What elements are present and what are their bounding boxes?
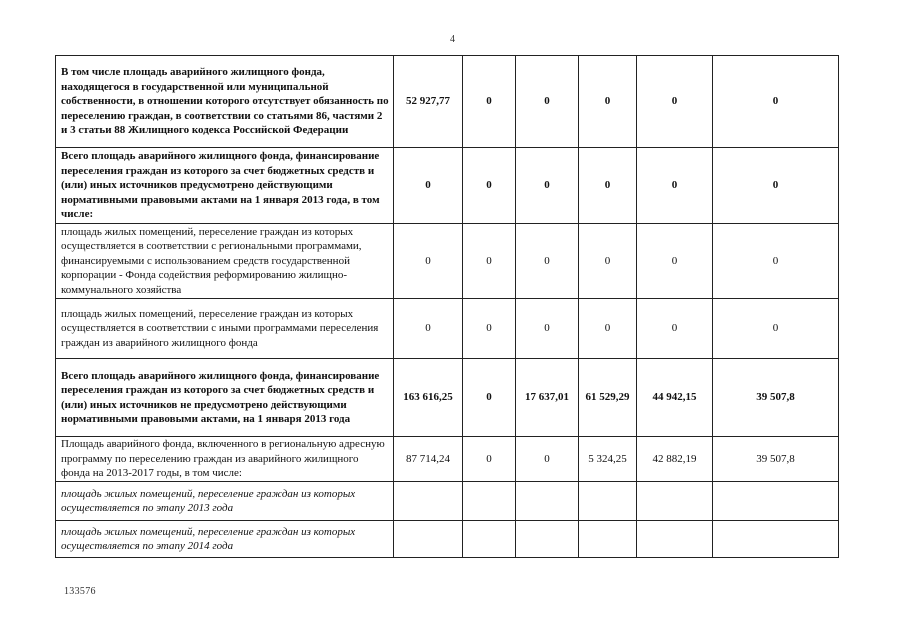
table-row <box>56 56 839 148</box>
value-cell <box>637 482 713 521</box>
value-cell: 87 714,24 <box>394 437 463 482</box>
value-cell: 39 507,8 <box>713 437 839 482</box>
row-label: Площадь аварийного фонда, включенного в региональную адресную программу по переселению граждан из аварийного жилищного фонда на 2013-2017 годы, в том числе: <box>56 437 394 482</box>
value-cell: 0 <box>394 148 463 224</box>
value-cell <box>463 482 516 521</box>
value-cell <box>463 521 516 558</box>
value-cell: 0 <box>463 148 516 224</box>
value-cell <box>713 482 839 521</box>
value-cell: 0 <box>394 299 463 359</box>
page-number: 4 <box>450 34 455 45</box>
value-cell: 0 <box>516 224 579 299</box>
value-cell: 0 <box>579 56 637 148</box>
value-cell: 0 <box>516 56 579 148</box>
value-cell: 0 <box>637 299 713 359</box>
row-label: площадь жилых помещений, переселение граждан из которых осуществляется по этапу 2013 года <box>56 482 394 521</box>
table-row <box>56 148 839 224</box>
value-cell: 0 <box>394 224 463 299</box>
value-cell: 39 507,8 <box>713 359 839 437</box>
value-cell <box>579 521 637 558</box>
table-row <box>56 482 839 521</box>
row-label: площадь жилых помещений, переселение граждан из которых осуществляется в соответствии с региональными программами, финансируемыми с использованием средств государственной корпорации - Фонда содействия реформированию жилищно-коммунального хозяйства <box>56 224 394 299</box>
row-label: Всего площадь аварийного жилищного фонда, финансирование переселения граждан из которого за счет бюджетных средств и (или) иных источников предусмотрено действующими нормативными правовыми актами на 1 января 2013 года, в том числе: <box>56 148 394 224</box>
value-cell: 0 <box>637 148 713 224</box>
value-cell: 0 <box>637 224 713 299</box>
value-cell <box>516 482 579 521</box>
value-cell: 163 616,25 <box>394 359 463 437</box>
value-cell: 0 <box>637 56 713 148</box>
value-cell: 0 <box>579 148 637 224</box>
value-cell: 0 <box>463 56 516 148</box>
row-label: площадь жилых помещений, переселение граждан из которых осуществляется в соответствии с иными программами переселения граждан из аварийного жилищного фонда <box>56 299 394 359</box>
value-cell: 61 529,29 <box>579 359 637 437</box>
value-cell: 17 637,01 <box>516 359 579 437</box>
row-label: площадь жилых помещений, переселение граждан из которых осуществляется по этапу 2014 года <box>56 521 394 558</box>
value-cell: 0 <box>463 299 516 359</box>
value-cell: 44 942,15 <box>637 359 713 437</box>
value-cell <box>713 521 839 558</box>
value-cell: 0 <box>713 224 839 299</box>
value-cell: 0 <box>713 56 839 148</box>
value-cell: 42 882,19 <box>637 437 713 482</box>
value-cell <box>579 482 637 521</box>
table-row <box>56 437 839 482</box>
value-cell <box>516 521 579 558</box>
value-cell <box>637 521 713 558</box>
value-cell: 0 <box>463 437 516 482</box>
table-row <box>56 359 839 437</box>
value-cell <box>394 521 463 558</box>
value-cell: 0 <box>579 299 637 359</box>
document-code: 133576 <box>64 586 96 597</box>
table-row <box>56 224 839 299</box>
report-table <box>55 55 839 558</box>
value-cell: 0 <box>579 224 637 299</box>
value-cell: 0 <box>713 148 839 224</box>
value-cell: 0 <box>463 224 516 299</box>
table-row <box>56 521 839 558</box>
table-row <box>56 299 839 359</box>
value-cell: 0 <box>516 299 579 359</box>
value-cell: 0 <box>713 299 839 359</box>
value-cell: 0 <box>516 148 579 224</box>
row-label: Всего площадь аварийного жилищного фонда, финансирование переселения граждан из которого за счет бюджетных средств и (или) иных источников не предусмотрено действующими нормативными правовыми актами, на 1 января 2013 года <box>56 359 394 437</box>
value-cell: 5 324,25 <box>579 437 637 482</box>
value-cell <box>394 482 463 521</box>
value-cell: 52 927,77 <box>394 56 463 148</box>
row-label: В том числе площадь аварийного жилищного фонда, находящегося в государственной или муниципальной собственности, в отношении которого отсутствует обязанность по переселению граждан, в соответствии со статьями 86, частями 2 и 3 статьи 88 Жилищного кодекса Российской Федерации <box>56 56 394 148</box>
value-cell: 0 <box>463 359 516 437</box>
value-cell: 0 <box>516 437 579 482</box>
